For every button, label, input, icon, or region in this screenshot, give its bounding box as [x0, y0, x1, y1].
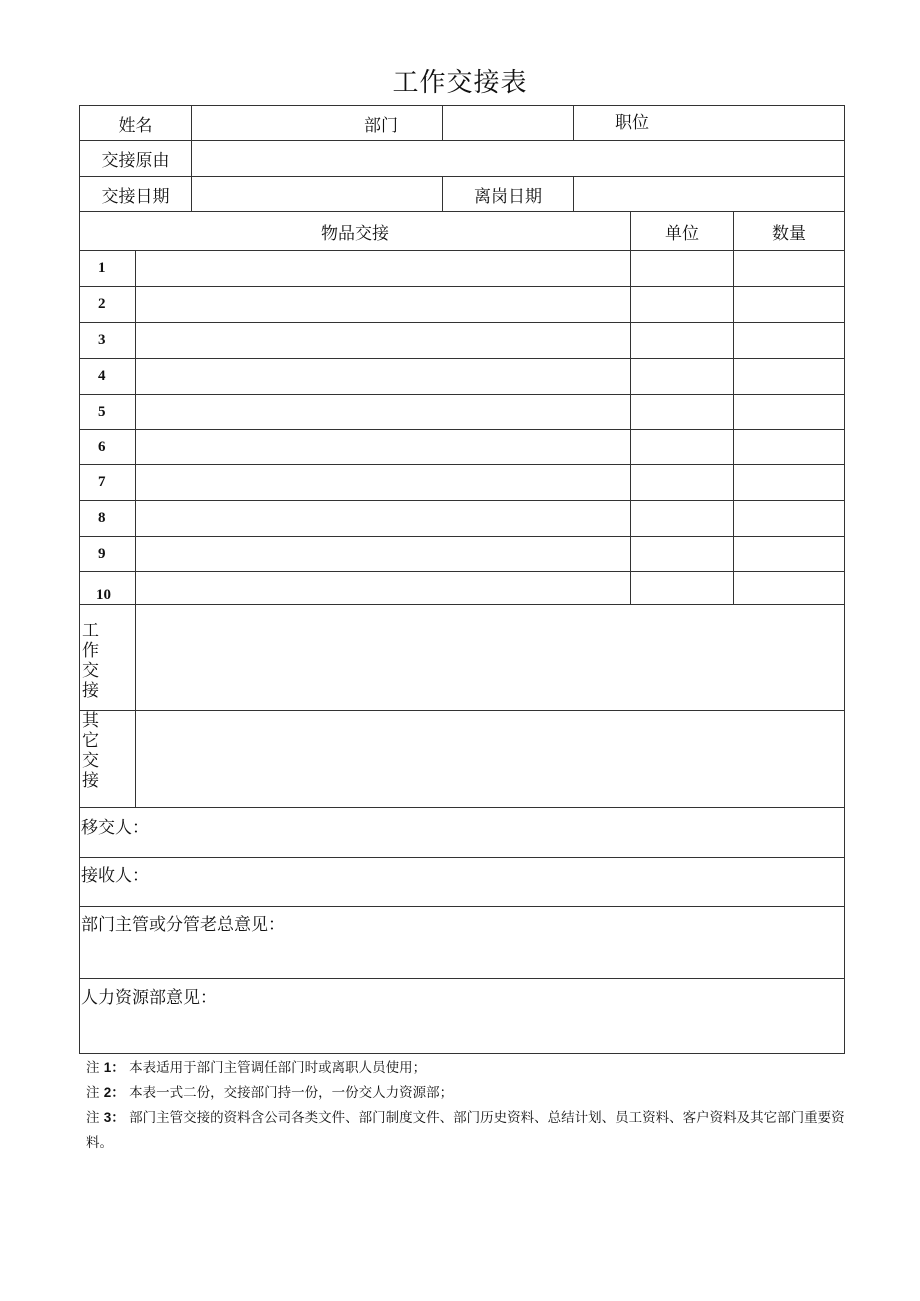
item-qty-cell[interactable] [733, 358, 845, 395]
work-handover-label: 工作交接 [82, 621, 99, 701]
item-name-cell[interactable] [135, 536, 631, 572]
unit-header-label: 单位 [665, 223, 699, 244]
item-number: 5 [98, 403, 106, 420]
item-name-cell[interactable] [135, 250, 631, 287]
receiver-cell[interactable] [79, 857, 845, 907]
item-number: 8 [98, 510, 106, 526]
position-label: 职位 [615, 113, 649, 133]
item-row-number [79, 500, 136, 537]
leave-date-label: 离岗日期 [474, 186, 542, 207]
manager-opinion-label: 部门主管或分管老总意见： [81, 915, 285, 935]
item-qty-cell[interactable] [733, 394, 845, 430]
item-unit-cell[interactable] [630, 500, 734, 537]
note-prefix: 注 [86, 1110, 100, 1126]
item-name-cell[interactable] [135, 322, 631, 359]
item-number: 6 [98, 438, 106, 455]
item-qty-cell[interactable] [733, 571, 845, 605]
item-name-cell[interactable] [135, 394, 631, 430]
item-row-number [79, 536, 136, 572]
dept-value-cell[interactable] [442, 105, 574, 141]
items-header-label: 物品交接 [321, 223, 389, 244]
item-row-number [79, 286, 136, 323]
hr-opinion-label: 人力资源部意见： [81, 988, 217, 1008]
qty-header-cell [733, 211, 845, 251]
item-row-number [79, 571, 136, 605]
manager-opinion-cell[interactable] [79, 906, 845, 979]
item-unit-cell[interactable] [630, 394, 734, 430]
transferor-cell[interactable] [79, 807, 845, 858]
item-qty-cell[interactable] [733, 250, 845, 287]
note-prefix: 注 [86, 1060, 100, 1076]
hr-opinion-cell[interactable] [79, 978, 845, 1054]
item-row-number [79, 464, 136, 501]
item-qty-cell[interactable] [733, 464, 845, 501]
note-text: 部门主管交接的资料含公司各类文件、部门制度文件、部门历史资料、总结计划、员工资料、客户资料及其它部门重要资料。 [86, 1110, 845, 1151]
item-row-number [79, 250, 136, 287]
item-row-number [79, 429, 136, 465]
other-handover-label-cell [79, 710, 136, 808]
leave-date-value-cell[interactable] [573, 176, 845, 212]
note-text: 本表适用于部门主管调任部门时或离职人员使用； [129, 1060, 427, 1076]
item-qty-cell[interactable] [733, 500, 845, 537]
date-label-cell [79, 176, 192, 212]
item-name-cell[interactable] [135, 464, 631, 501]
item-unit-cell[interactable] [630, 250, 734, 287]
item-row-number [79, 358, 136, 395]
form-title: 工作交接表 [392, 68, 528, 98]
name-value-cell[interactable] [191, 105, 443, 141]
other-handover-content[interactable] [135, 710, 845, 808]
item-unit-cell[interactable] [630, 358, 734, 395]
item-qty-cell[interactable] [733, 286, 845, 323]
note-2 [86, 1080, 846, 1106]
item-name-cell[interactable] [135, 286, 631, 323]
reason-label: 交接原由 [101, 151, 170, 171]
note-3 [86, 1105, 846, 1156]
unit-header-cell [630, 211, 734, 251]
reason-value-cell[interactable] [191, 140, 845, 177]
item-unit-cell[interactable] [630, 429, 734, 465]
item-number: 10 [96, 587, 111, 603]
item-number: 4 [98, 368, 106, 384]
item-unit-cell[interactable] [630, 536, 734, 572]
position-cell[interactable] [573, 105, 845, 141]
item-qty-cell[interactable] [733, 429, 845, 465]
name-label: 姓名 [118, 115, 153, 136]
item-number: 7 [98, 474, 106, 490]
note-1 [86, 1055, 846, 1081]
name-label-cell [79, 105, 192, 141]
reason-label-cell [79, 140, 192, 177]
item-unit-cell[interactable] [630, 464, 734, 501]
other-handover-label: 其它交接 [82, 711, 99, 791]
note-number: 2： [103, 1085, 125, 1100]
work-handover-label-cell [79, 604, 136, 711]
item-qty-cell[interactable] [733, 322, 845, 359]
transferor-label: 移交人： [81, 818, 149, 838]
date-value-cell[interactable] [191, 176, 443, 212]
note-number: 1： [103, 1060, 125, 1075]
work-handover-content[interactable] [135, 604, 845, 711]
item-unit-cell[interactable] [630, 322, 734, 359]
item-qty-cell[interactable] [733, 536, 845, 572]
item-number: 2 [98, 296, 106, 312]
item-unit-cell[interactable] [630, 571, 734, 605]
date-label: 交接日期 [101, 186, 170, 207]
item-name-cell[interactable] [135, 429, 631, 465]
item-number: 3 [98, 332, 106, 348]
item-row-number [79, 322, 136, 359]
note-prefix: 注 [86, 1085, 100, 1101]
items-header-cell [79, 211, 631, 251]
item-name-cell[interactable] [135, 358, 631, 395]
item-unit-cell[interactable] [630, 286, 734, 323]
item-number: 9 [98, 545, 106, 562]
qty-header-label: 数量 [772, 223, 806, 244]
leave-date-label-cell [442, 176, 574, 212]
item-row-number [79, 394, 136, 430]
note-number: 3： [103, 1110, 125, 1125]
note-text: 本表一式二份，交接部门持一份，一份交人力资源部； [129, 1085, 454, 1101]
item-number: 1 [98, 260, 106, 276]
item-name-cell[interactable] [135, 571, 631, 605]
dept-label: 部门 [364, 115, 398, 136]
receiver-label: 接收人： [81, 866, 149, 886]
item-name-cell[interactable] [135, 500, 631, 537]
